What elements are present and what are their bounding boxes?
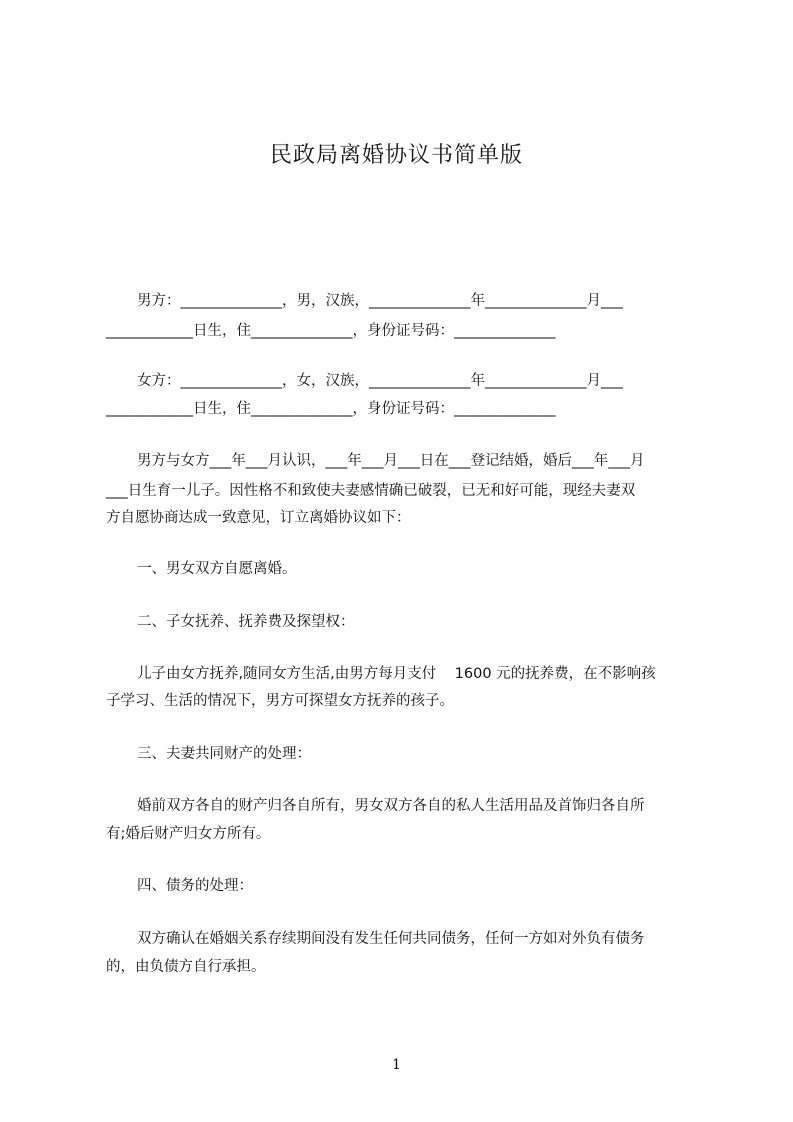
male-info-line2: ____________日生，住______________，身份证号码：______________ (106, 323, 556, 339)
male-info-line1: 男方：______________，男，汉族，______________年______________月___ (137, 293, 623, 309)
intro-line2: ___日生育一儿子。因性格不和致使夫妻感情确已破裂，已无和好可能，现经夫妻双 (106, 483, 636, 499)
clause4-line2: 的，由负债方自行承担。 (106, 959, 266, 975)
clause2-heading: 二、子女抚养、抚养费及探望权： (137, 614, 355, 630)
clause3-line2: 有;婚后财产归女方所有。 (106, 826, 271, 842)
clause2-line1: 儿子由女方抚养,随同女方生活,由男方每月支付 1600 元的抚养费，在不影响孩 (137, 666, 656, 682)
clause3-heading: 三、夫妻共同财产的处理： (137, 746, 311, 762)
document-title: 民政局离婚协议书简单版 (269, 143, 523, 168)
page-number: 1 (392, 1057, 401, 1073)
clause1-heading: 一、男女双方自愿离婚。 (137, 561, 297, 577)
intro-line3: 方自愿协商达成一致意见，订立离婚协议如下： (106, 510, 411, 526)
clause3-line1: 婚前双方各自的财产归各自所有，男女双方各自的私人生活用品及首饰归各自所 (137, 798, 645, 814)
intro-line1: 男方与女方___年___月认识，___年___月___日在___登记结婚，婚后___年___月 (137, 453, 645, 469)
clause4-heading: 四、债务的处理： (137, 878, 253, 894)
female-info-line1: 女方：______________，女，汉族，______________年______________月___ (137, 373, 623, 389)
female-info-line2: ____________日生，住______________，身份证号码：______________ (106, 401, 556, 417)
clause4-line1: 双方确认在婚姻关系存续期间没有发生任何共同债务，任何一方如对外负有债务 (137, 931, 645, 947)
clause2-line2: 子学习、生活的情况下，男方可探望女方抚养的孩子。 (106, 693, 454, 709)
